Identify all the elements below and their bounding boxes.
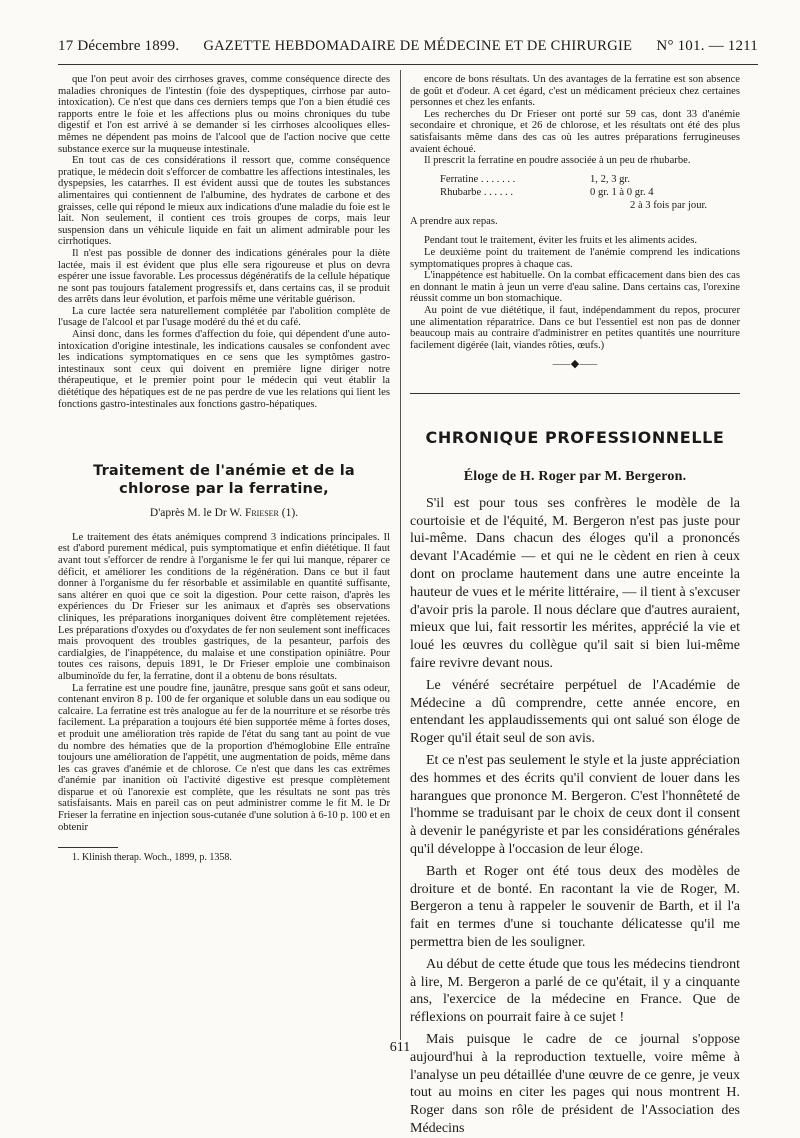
left-column [58,74,390,864]
byline-suffix: (1). [281,507,299,520]
paragraph: La ferratine est une poudre fine, jaunâtre, presque sans goût et sans odeur, contenant environ 8 p. 100 de fer organique et soluble dans un eau sodique ou calcaire. La ferratine est très analogue au fer de la nourriture et se résorbe très facilement. La préparation a toujours été bien supportée même à fortes doses, et produit une amélioration très rapide de l'état du sang tant au point de vue du nombre des hématies que de la proportion d'hémoglobine Elle entraîne toujours une amélioration de l'appétit, une augmentation de poids, même dans les cas graves d'anémie et de chlorose. Ce n'est que dans les cas extrêmes d'anémie par inanition où l'activité digestive est presque complètement disparue et où l'anorexie est complète, que les résultats ne sont pas très satisfaisants. Mais en pareil cas on peut administrer comme le fit M. le Dr Frieser la ferratine en injection sous-cutanée d'une solution à 6-10 p. 100 et en obtenir [58,682,390,833]
prescription-row [440,186,740,199]
paragraph: Le traitement des états anémiques comprend 3 indications principales. Il est d'abord purement médical, puis symptomatique et enfin diététique. Il faut avant tout s'efforcer de rendre à l'organisme le fer qui lui manque, réparer ce déficit, et améliorer les conditions de la régénération. Dans ce but il faut donner à l'organisme du fer résorbable et assimilable en quantité suffisante, sans altérer en quoi que ce soit la digestion. Pour cette raison, d'après les expériences du Dr Frieser sur les animaux et d'après ses observations cliniques, les préparations inorganiques doivent être complètement rejetées. Les préparations d'oxydes ou d'oxydates de fer non seulement sont inefficaces mais provoquent des troubles gastriques, de la pesanteur, parfois des cardialgies, de l'inappétence, du malaise et une constipation opiniâtre. Pour toutes ces raisons, depuis 1891, le Dr Frieser emploie une combinaison albuminoïde du fer, la ferratine, dont il a obtenu de bons résultats. [58,531,390,682]
chronique-section [410,393,740,1138]
column-divider [400,70,401,1040]
prescription-row [440,173,740,186]
section-heading: CHRONIQUE PROFESSIONNELLE [425,427,725,447]
rx-dose: 1, 2, 3 gr. [590,173,631,185]
paragraph: Mais puisque le cadre de ce journal s'oppose aujourd'hui à la reproduction textuelle, voire même à l'analyse un peu détaillée d'une œuvre de ce genre, je veux tout au moins en citer les pages qui nous montrent H. Roger dans son rôle de président de l'Association des Médecins [410,1031,740,1136]
paragraph: Barth et Roger ont été tous deux des modèles de droiture et de bonté. En racontant la vie de Roger, M. Bergeron a tenu à rappeler le souvenir de Barth, et il l'a fait en termes d'une si touchante délicatesse qu'il me permettra bien de les souligner. [410,863,740,950]
paragraph: La cure lactée sera naturellement complétée par l'abolition complète de l'usage de l'alcool et par l'usage modéré du thé et du café. [58,305,390,329]
paragraph: Pendant tout le traitement, éviter les fruits et les aliments acides. [424,235,698,247]
paragraph: A prendre aux repas. [410,215,498,227]
footnote-rule [58,847,118,848]
header-rule [58,64,758,65]
rx-note: 2 à 3 fois par jour. [630,199,708,211]
paragraph: Au début de cette étude que tous les médecins tiendront à lire, M. Bergeron a parlé de ce qu'était, il y a cinquante ans, l'exercice de la médecine en France. Que de réflexions on pourrait faire à ce sujet ! [410,956,740,1026]
rx-drug: Rhubarbe . . . . . . [440,186,513,198]
paragraph: L'inappétence est habituelle. On la combat efficacement dans bien des cas en donnant le matin à jeun un verre d'eau saline. Dans certains cas, l'orexine réussit comme un bon stomachique. [410,270,740,305]
rx-drug: Ferratine . . . . . . . [440,173,516,185]
header-title: GAZETTE HEBDOMADAIRE DE MÉDECINE ET DE CHIRURGIE [203,38,633,54]
rx-dose: 0 gr. 1 à 0 gr. 4 [590,186,654,198]
paragraph: Le vénéré secrétaire perpétuel de l'Académie de Médecine a dû comprendre, cette année encore, en entendant les applaudissements qui ont salué son éloge de Roger qu'il était seul de son avis. [410,677,740,747]
paragraph: Il n'est pas possible de donner des indications générales pour la diète lactée, mais il est évident que plus elle sera rigoureuse et plus on devra espérer une issue favorable. Les processus dégénératifs de la cellule hépatique ne sont pas toujours fatalement progressifs et, dans certains cas, il se produit des arrêts dans leur évolution, et parfois même une véritable guérison. [58,247,390,306]
article-title: Éloge de H. Roger par M. Bergeron. [463,468,687,484]
paragraph: encore de bons résultats. Un des avantages de la ferratine est son absence de goût et d'odeur. A cet égard, c'est un médicament précieux chez certaines personnes et chez les enfants. [410,74,740,109]
prescription [440,173,740,212]
paragraph: Ainsi donc, dans les formes d'affection du foie, qui dépendent d'une auto-intoxication d'origine intestinale, les indications causales se confondent avec les indications symptomatiques en ce sens que les symptômes gastro-intestinaux sont ceux qui doivent en première ligne diriger notre thérapeutique, et le premier point pour le médecin qui veut établir la diététique des hépatiques est de ne pas perdre de vue les relations qui lient les fonctions gastro-intestinales aux fonctions gastro-hépatiques. [58,329,390,410]
page-number: 611 [389,1040,411,1055]
paragraph: Les recherches du Dr Frieser ont porté sur 59 cas, dont 33 d'anémie secondaire et chronique, et 26 de chlorose, et les résultats ont été des plus satisfaisants même dans des cas où les autres préparations ferrugineuses avaient échoué. [410,108,740,155]
paragraph: Et ce n'est pas seulement le style et la juste appréciation des hommes et des écrits qu'il convient de louer dans les harangues que prononce M. Bergeron. C'est l'honnêteté de l'homme se traduisant par le choix de ceux dont il consent à devenir le panégyriste et par les considérations générales qu'il développe à l'occasion de leur éloge. [410,753,740,858]
prescription-note-row [440,199,740,212]
right-column [410,74,740,1138]
paragraph: Au point de vue diététique, il faut, indépendamment du repos, procurer une alimentation réparatrice. Dans ce but l'essentiel est non pas de donner beaucoup mais au contraire d'administrer en petites quantités une nourriture facilement digérée (lait, viandes rôties, œufs.) [410,304,740,351]
paragraph: S'il est pour tous ses confrères le modèle de la courtoisie et de l'équité, M. Bergeron n'est pas juste pour lui-même. Dans chacun des éloges qu'il a prononcés devant l'Académie — et qui ne le cèdent en rien à ceux dont on proclame hautement dans une autre enceinte la hauteur de vues et le mérite littéraire, — il tient à s'excuser d'avoir pris la parole. Il nous déclare que d'autres auraient, mieux que lui, fait ressortir les mérites, apprécié la vie et loué les œuvres du collègue qu'il sait si bien lui-même faire revivre devant nous. [410,495,740,672]
paragraph: Il prescrit la ferratine en poudre associée à un peu de rhubarbe. [424,155,691,167]
section-title: Traitement de l'anémie et de la chlorose par la ferratine, [93,463,355,498]
running-header [58,38,758,60]
paragraph: En tout cas de ces considérations il ressort que, comme conséquence pratique, le médecin doit s'efforcer de combattre les affections intestinales, les dyspepsies, les catarrhes. Il est évident aussi que de toutes les substances alimentaires qui contiennent de l'albumine, des hydrates de carbone et des graisses, celle qui répond le mieux aux indications d'une maladie du foie est le lait. Non seulement, il contient ces trois groupes de corps, mais leur suspension dans un véhicule liquide en fait un aliment admirable pour les cirrhotiques. [58,155,390,248]
header-issue: N° 101. — 1211 [656,38,758,54]
byline-prefix: D'après M. le Dr W. [149,507,243,520]
separator-ornament: ⸺◆⸺ [552,358,598,371]
paragraph: Le deuxième point du traitement de l'anémie comprend les indications symptomatiques propres à chaque cas. [410,246,740,270]
footnote: 1. Klinish therap. Woch., 1899, p. 1358. [72,852,232,864]
byline-author: Frieser [244,507,279,520]
byline [58,508,390,520]
header-date: 17 Décembre 1899. [58,38,180,54]
paragraph: que l'on peut avoir des cirrhoses graves, comme conséquence directe des maladies chroniques de l'intestin (foie des dyspeptiques, cirrhose par auto-intoxication). Ce n'est que dans ces derniers temps que l'on a bien étudié ces rapports entre le foie et les affections plus ou moins chroniques du tube digestif et l'on est arrivé à se demander si les cirrhoses alcooliques elles-mêmes ne dépendent pas moins de l'alcool que de l'action nocive que cette substance exerce sur la muqueuse intestinale. [58,74,390,155]
